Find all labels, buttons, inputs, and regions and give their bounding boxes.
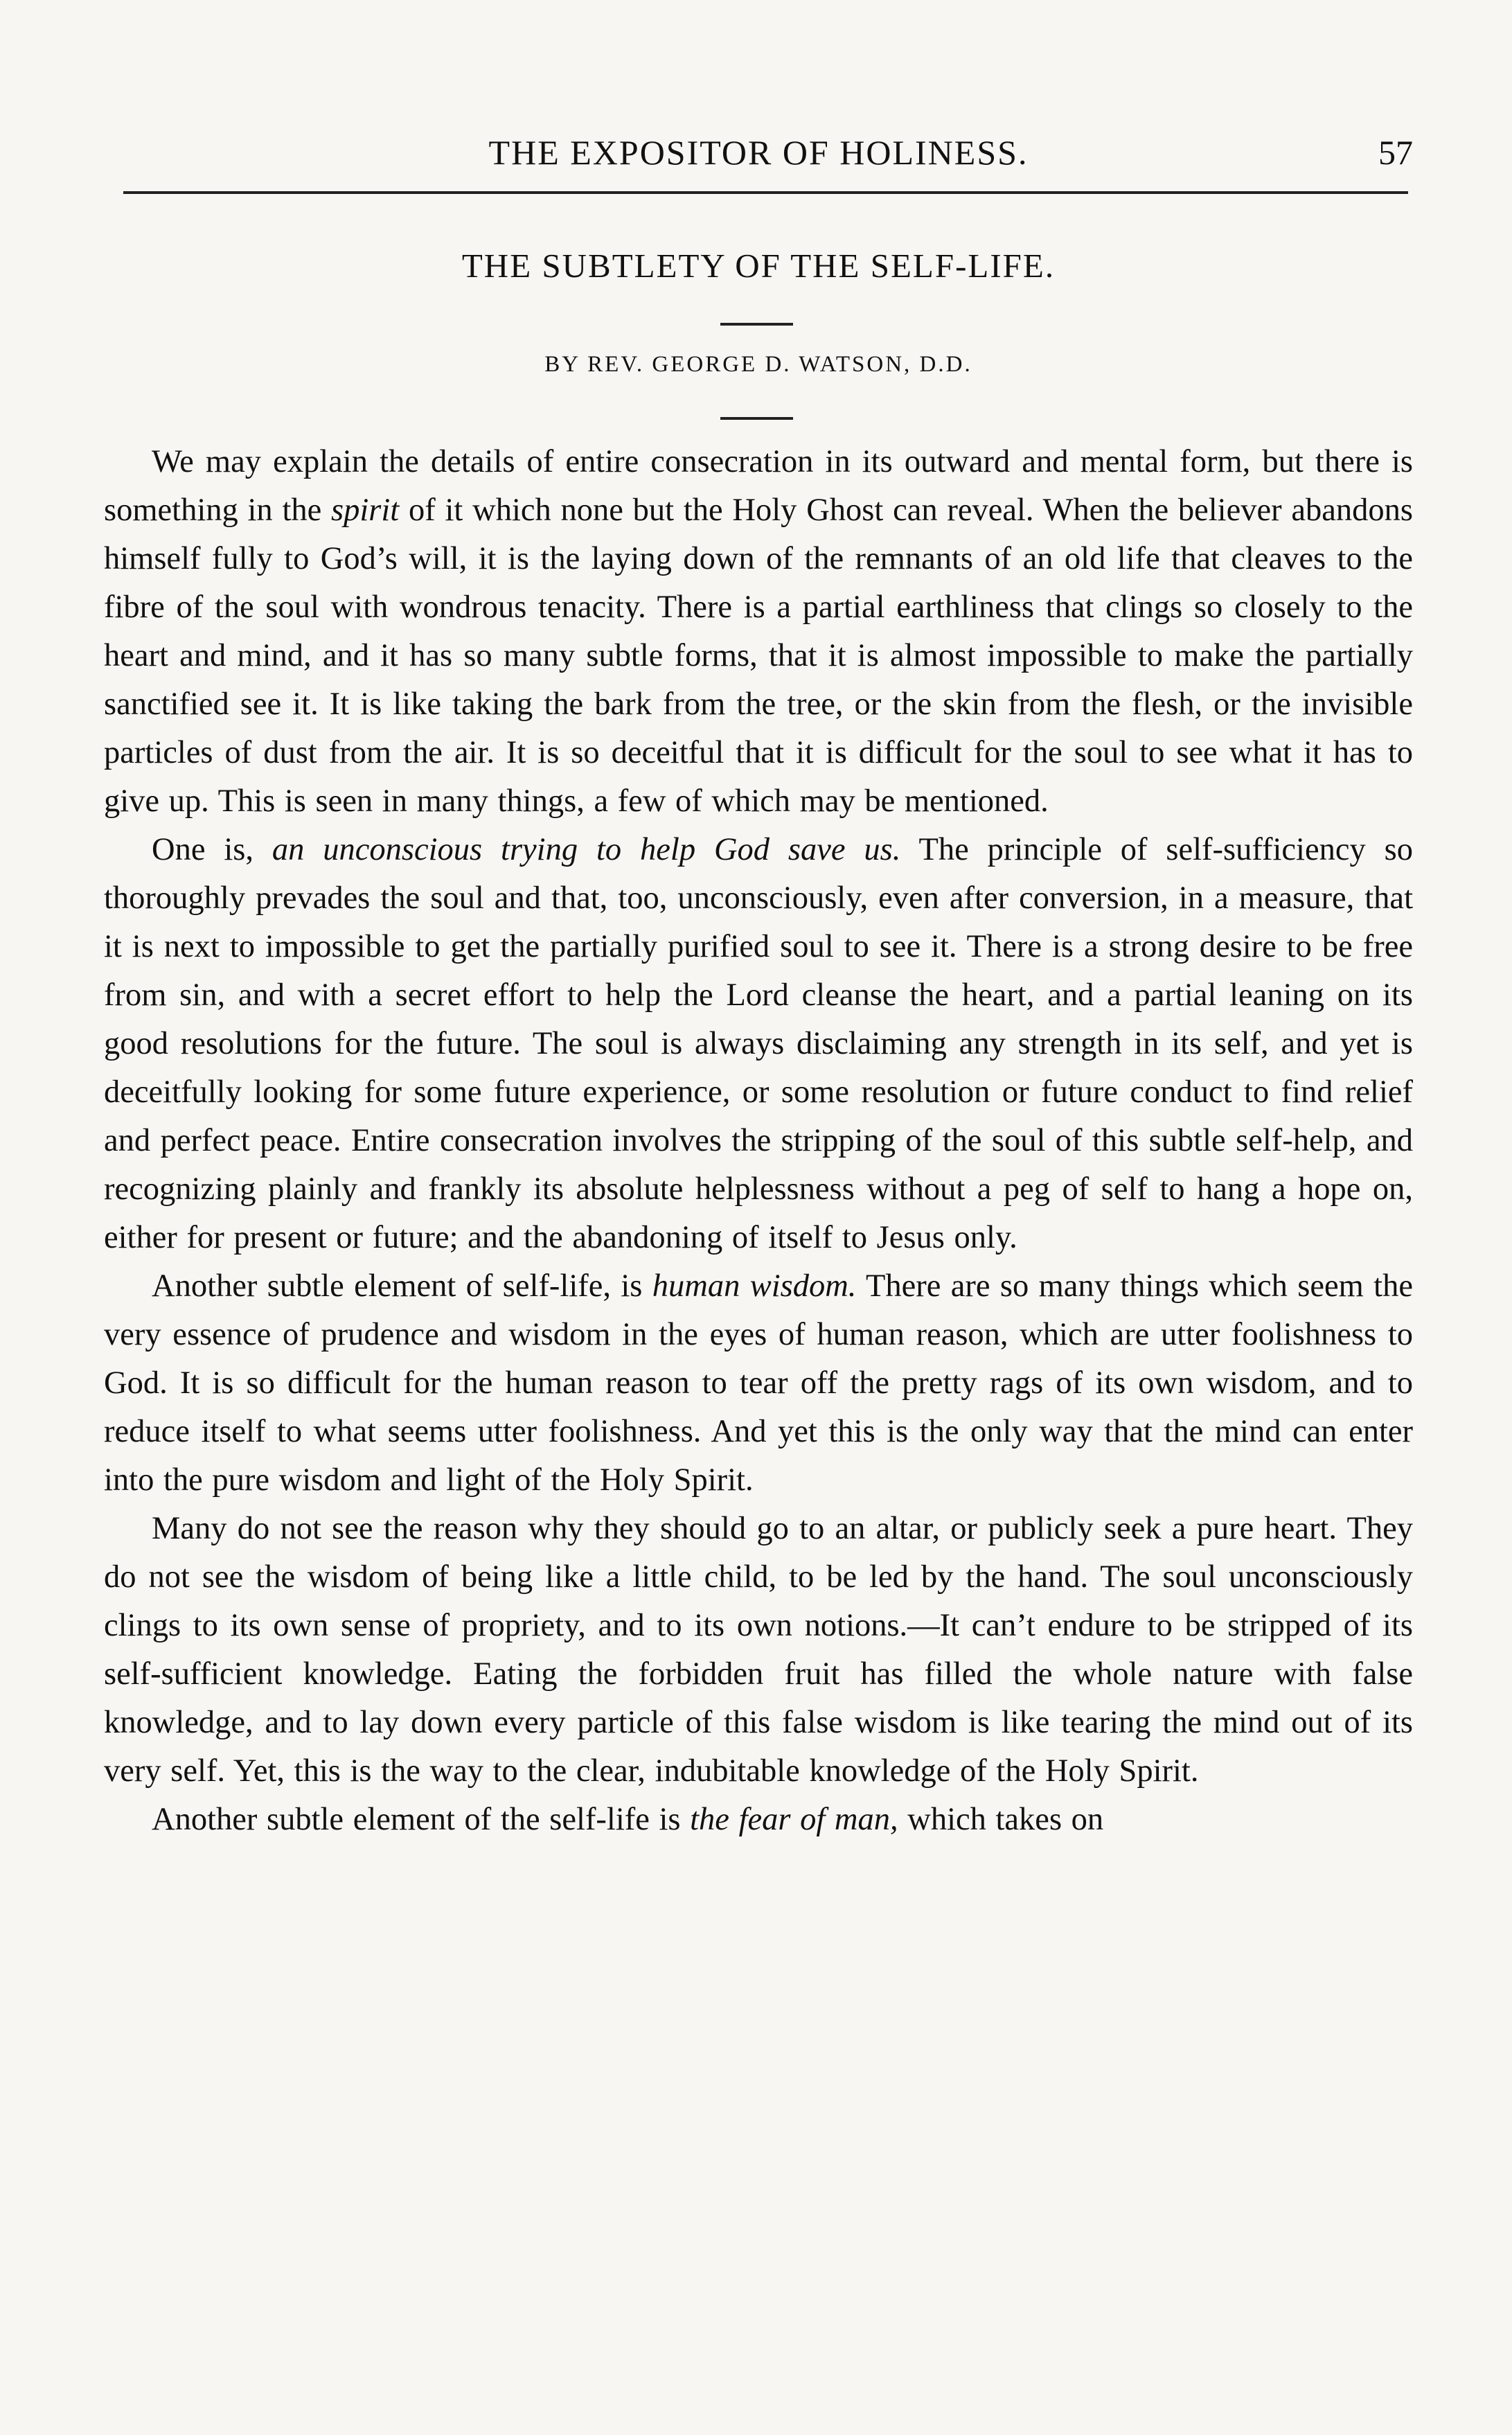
title-rule [720,323,793,326]
text-run: We may explain the details of entire consecration in its outward and mental form, but there is something in the [104,444,1413,528]
italic-phrase: spirit [331,493,400,528]
text-run: Another subtle element of the self-life is [152,1802,691,1837]
body-paragraph [104,438,1413,826]
page-number: 57 [1378,133,1413,172]
text-run: There are so many things which seem the very essence of prudence and wisdom in the eyes of human reason, which are utter foolishness to God. It is so difficult for the human reason to tear off the pretty rags of its own wisdom, and to reduce itself to what seems utter foolishness. And yet this is the only way that the mind can enter into the pure wisdom and light of the Holy Spirit. [104,1268,1413,1498]
text-run: of it which none but the Holy Ghost can reveal. When the believer abandons himself fully to God’s will, it is the laying down of the remnants of an old life that cleaves to the fibre of the soul with wondrous tenacity. There is a partial earthliness that clings so closely to the heart and mind, and it has so many subtle forms, that it is almost impossible to make the partially sanctified see it. It is like taking the bark from the tree, or the skin from the flesh, or the invisible particles of dust from the air. It is so deceitful that it is difficult for the soul to see what it has to give up. This is seen in many things, a few of which may be mentioned. [104,493,1413,819]
text-run: Many do not see the reason why they should go to an altar, or publicly seek a pure heart. They do not see the wisdom of being like a little child, to be led by the hand. The soul unconsciously clings to its own sense of propriety, and to its own notions.—It can’t endure to be stripped of its self-sufficient knowledge. Eating the forbidden fruit has filled the whole nature with false knowledge, and to lay down every particle of this false wisdom is like tearing the mind out of its very self. Yet, this is the way to the clear, indubitable knowledge of the Holy Spirit. [104,1511,1413,1789]
byline: BY REV. GEORGE D. WATSON, D.D. [544,352,972,377]
text-run: The principle of self-sufficiency so thoroughly prevades the soul and that, too, unconsciously, even after conversion, in a measure, that it is next to impossible to get the partially purified soul to see it. There is a strong desire to be free from sin, and with a secret effort to help the Lord cleanse the heart, and a partial leaning on its good resolutions for the future. The soul is always disclaiming any strength in its self, and yet is deceitfully looking for some future experience, or some resolution or future conduct to find relief and perfect peace. Entire consecration involves the stripping of the soul of this subtle self-help, and recognizing plainly and frankly its absolute helplessness without a peg of self to hang a hope on, either for present or future; and the abandoning of itself to Jesus only. [104,832,1413,1255]
body-paragraph [104,1505,1413,1796]
italic-phrase: the fear of man, [690,1802,898,1837]
body-paragraph [104,1796,1413,1844]
text-run: Another subtle element of self-life, is [152,1268,652,1304]
text-run: One is, [152,832,272,867]
header-rule [123,191,1408,194]
body-paragraph [104,1262,1413,1505]
body-paragraph [104,826,1413,1262]
running-title: THE EXPOSITOR OF HOLINESS. [488,133,1029,172]
italic-phrase: an unconscious trying to help God save us. [272,832,901,867]
article-body [104,438,1413,1844]
byline-rule [720,417,793,420]
text-run: which takes on [898,1802,1104,1837]
running-header [104,125,1413,180]
italic-phrase: human wisdom. [652,1268,857,1304]
article-title: THE SUBTLETY OF THE SELF-LIFE. [461,247,1056,285]
